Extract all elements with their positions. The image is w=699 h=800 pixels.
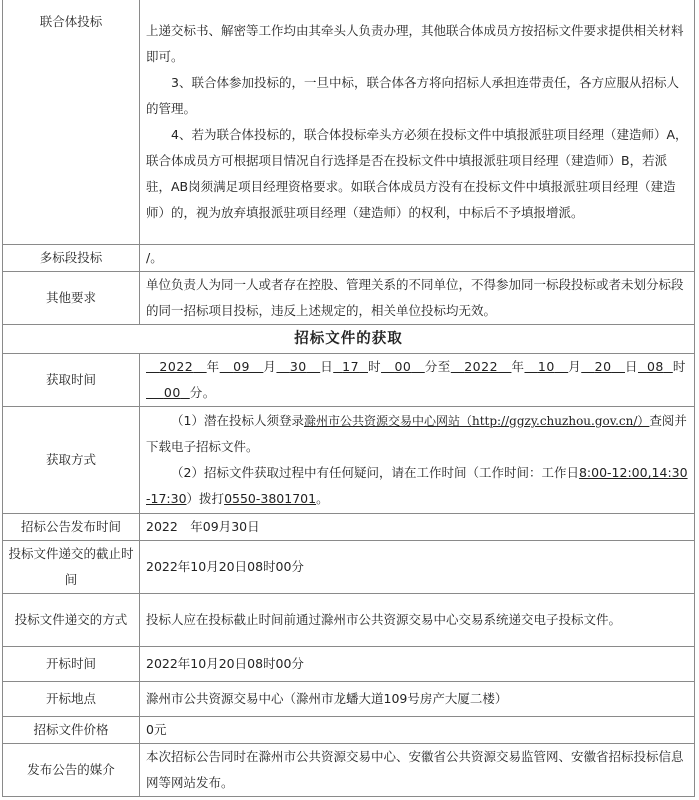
obtain-time-value (140, 354, 695, 407)
start-year: 2022 (159, 359, 194, 374)
deadline-value: 2022年10月20日08时00分 (140, 541, 695, 594)
row-price (3, 717, 695, 744)
unit-hour-1: 时 (368, 359, 382, 374)
row-section-title (3, 325, 695, 354)
consortium-item-4: 4、若为联合体投标的，联合体投标牵头方必须在投标文件中填报派驻项目经理（建造师）A，联合体成员方可根据项目情况自行选择是否在投标文件中填报派驻项目经理（建造师）B，若派驻，AB岗须满足项目经理资格要求。如联合体成员方没有在投标文件中填报派驻项目经理（建造师）的，视为放弃填报派驻项目经理（建造师）的权利，中标后不予填报增派。 (146, 126, 688, 220)
row-consortium (3, 0, 695, 245)
label-obtain-time: 获取时间 (3, 354, 140, 407)
tender-info-table (2, 0, 695, 797)
row-opening-place (3, 682, 695, 717)
row-opening-time (3, 647, 695, 682)
row-obtain-method (3, 407, 695, 514)
unit-hour-2: 时 (672, 359, 686, 374)
unit-month-1: 月 (263, 359, 277, 374)
label-media: 发布公告的媒介 (3, 744, 140, 797)
multi-lot-value: /。 (140, 245, 695, 272)
label-multi-lot: 多标段投标 (3, 245, 140, 272)
obtain-method-item-1: （1）潜在投标人须登录滁州市公共资源交易中心网站（http://ggzy.chuzhou.gov.cn/）查阅并下载电子招标文件。 (146, 413, 687, 454)
label-opening-place: 开标地点 (3, 682, 140, 717)
row-media (3, 744, 695, 797)
unit-year-1: 年 (206, 359, 220, 374)
submit-method-value: 投标人应在投标截止时间前通过滁州市公共资源交易中心交易系统递交电子投标文件。 (140, 594, 695, 647)
row-deadline (3, 541, 695, 594)
unit-minute-to: 分至 (424, 359, 451, 374)
label-deadline: 投标文件递交的截止时间 (3, 541, 140, 594)
label-other: 其他要求 (3, 272, 140, 325)
other-value: 单位负责人为同一人或者存在控股、管理关系的不同单位，不得参加同一标段投标或者未划分标段的同一招标项目投标，违反上述规定的，相关单位投标均无效。 (140, 272, 695, 325)
end-day: 20 (594, 359, 612, 374)
end-hour: 08 (646, 359, 664, 374)
label-price: 招标文件价格 (3, 717, 140, 744)
consortium-item-3: 3、联合体参加投标的，一旦中标，联合体各方将向招标人承担连带责任，各方应服从招标人的管理。 (146, 74, 679, 116)
label-publish-date: 招标公告发布时间 (3, 514, 140, 541)
end-minute: 00 (163, 385, 181, 400)
unit-month-2: 月 (568, 359, 582, 374)
section-title: 招标文件的获取 (3, 325, 695, 354)
unit-minute-end: 分。 (189, 385, 216, 400)
obtain-method-item-2: （2）招标文件获取过程中有任何疑问，请在工作时间（工作时间：工作日8:00-12:00,14:30-17:30）拨打0550-3801701。 (146, 465, 688, 506)
start-month: 09 (233, 359, 250, 374)
contact-phone: 0550-3801701 (224, 491, 317, 506)
consortium-content (140, 0, 695, 245)
label-obtain-method: 获取方式 (3, 407, 140, 514)
media-value: 本次招标公告同时在滁州市公共资源交易中心、安徽省公共资源交易监管网、安徽省招标投标信息网等网站发布。 (140, 744, 695, 797)
start-day: 30 (289, 359, 307, 374)
publish-date-value: 2022 年09月30日 (140, 514, 695, 541)
label-submit-method: 投标文件递交的方式 (3, 594, 140, 647)
start-minute: 00 (394, 359, 412, 374)
row-obtain-time (3, 354, 695, 407)
end-month: 10 (537, 359, 555, 374)
consortium-line1: 上递交标书、解密等工作均由其牵头人负责办理，其他联合体成员方按招标文件要求提供相关材料即可。 (146, 22, 684, 64)
label-consortium-text: 联合体投标 (39, 13, 103, 29)
row-multi-lot (3, 245, 695, 272)
start-hour: 17 (342, 359, 360, 374)
opening-place-value: 滁州市公共资源交易中心（滁州市龙蟠大道109号房产大厦二楼） (140, 682, 695, 717)
trading-center-website-link[interactable]: 滁州市公共资源交易中心网站（http://ggzy.chuzhou.gov.cn/） (303, 414, 650, 428)
row-publish-date (3, 514, 695, 541)
unit-day-1: 日 (320, 359, 334, 374)
label-opening-time: 开标时间 (3, 647, 140, 682)
end-year: 2022 (464, 359, 499, 374)
row-other (3, 272, 695, 325)
unit-day-2: 日 (624, 359, 638, 374)
obtain-method-value (140, 407, 695, 514)
row-submit-method (3, 594, 695, 647)
price-value: 0元 (140, 717, 695, 744)
working-hours: 8:00-12:00,14:30-17:30 (146, 465, 688, 506)
unit-year-2: 年 (511, 359, 525, 374)
label-consortium (3, 0, 140, 245)
opening-time-value: 2022年10月20日08时00分 (140, 647, 695, 682)
